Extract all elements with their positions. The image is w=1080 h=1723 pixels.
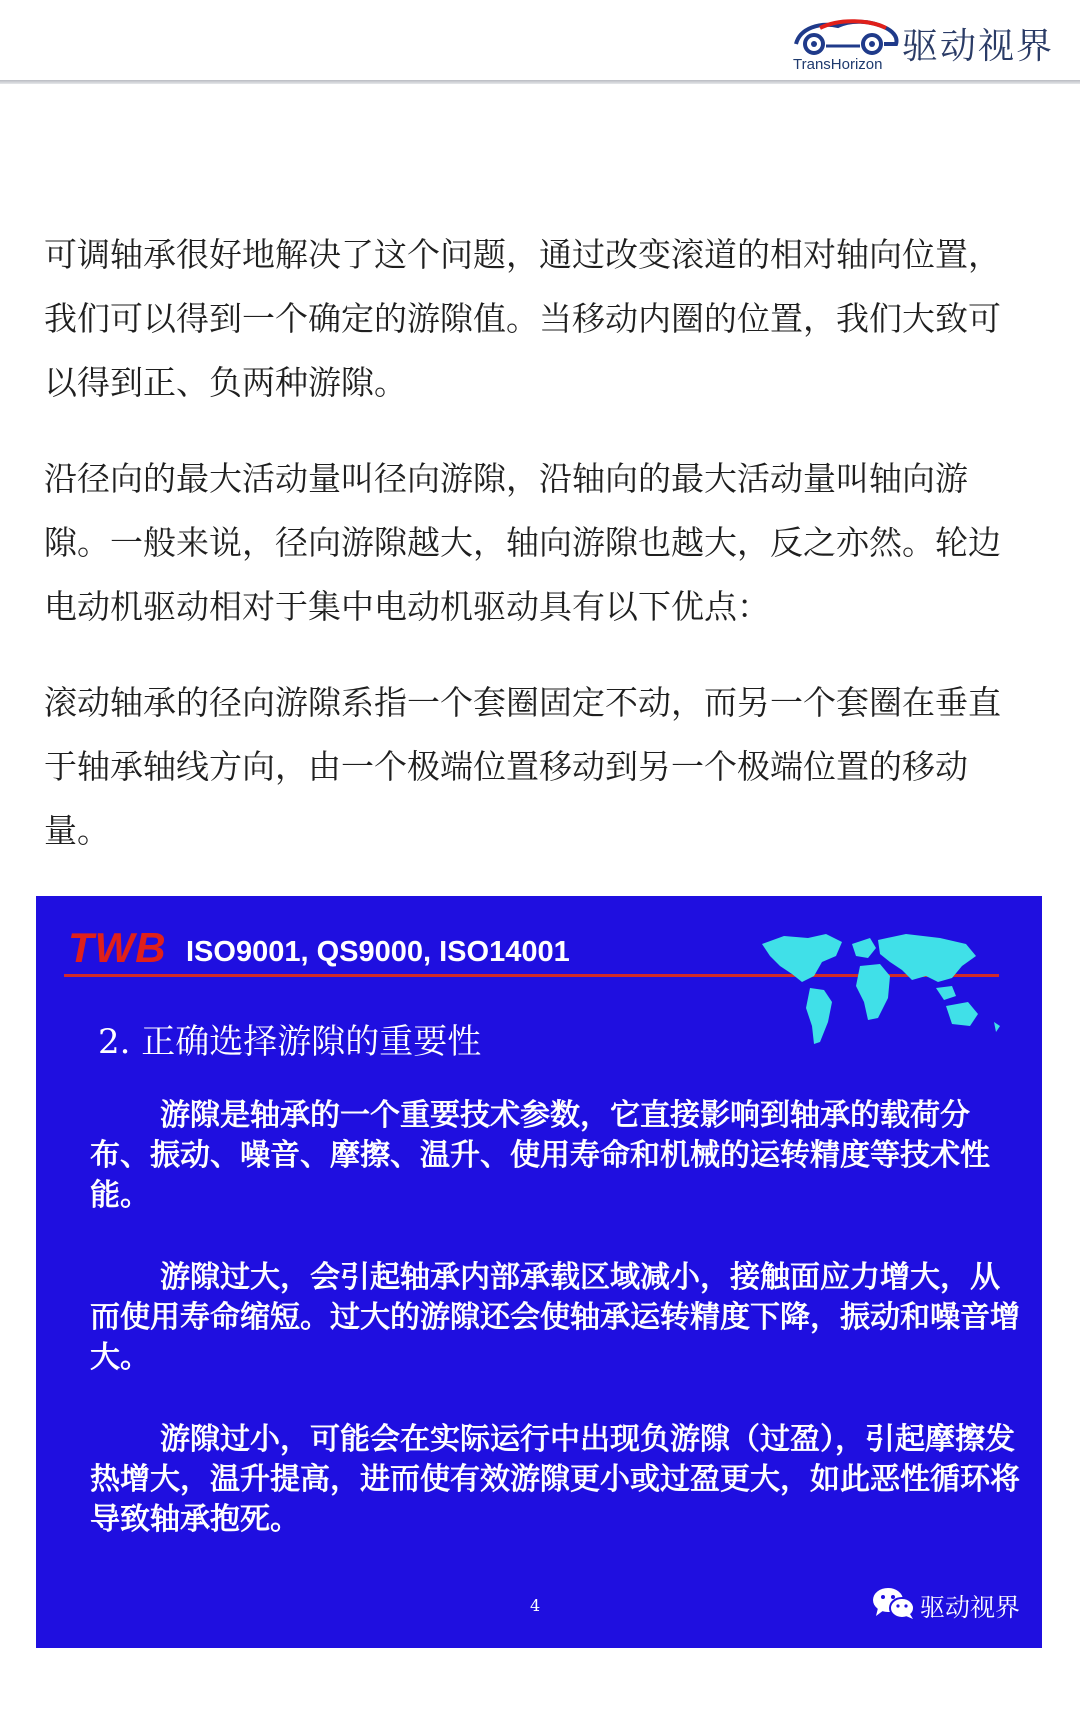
slide-paragraph-2: 游隙过大，会引起轴承内部承载区域减小，接触面应力增大，从而使用寿命缩短。过大的游隙还会使轴承运转精度下降，振动和噪音增大。 <box>90 1260 1020 1375</box>
presentation-slide-image <box>36 896 1042 1648</box>
article-paragraph-1: 可调轴承很好地解决了这个问题，通过改变滚道的相对轴向位置，我们可以得到一个确定的游隙值。当移动内圈的位置，我们大致可以得到正、负两种游隙。 <box>44 235 1001 402</box>
car-swirl-logo-icon <box>790 14 902 58</box>
header <box>0 0 1080 84</box>
brand-name-en: TransHorizon <box>793 56 883 73</box>
slide-page-number: 4 <box>530 1596 541 1615</box>
slide-title: 2. 正确选择游隙的重要性 <box>98 1022 482 1062</box>
header-divider <box>0 80 1080 84</box>
twb-logo: TWB <box>68 924 167 971</box>
watermark-label: 驱动视界 <box>920 1593 1021 1622</box>
article-paragraph-3: 滚动轴承的径向游隙系指一个套圈固定不动，而另一个套圈在垂直于轴承轴线方向，由一个极端位置移动到另一个极端位置的移动量。 <box>44 683 1001 850</box>
world-map-icon <box>756 926 1016 1056</box>
article-paragraph-2: 沿径向的最大活动量叫径向游隙，沿轴向的最大活动量叫轴向游隙。一般来说，径向游隙越大，轴向游隙也越大，反之亦然。轮边电动机驱动相对于集中电动机驱动具有以下优点： <box>44 459 1001 626</box>
certifications-text: ISO9001, QS9000, ISO14001 <box>186 936 570 968</box>
brand-name-cn: 驱动视界 <box>902 26 1055 67</box>
brand-logo[interactable] <box>790 10 1055 74</box>
slide-paragraph-1: 游隙是轴承的一个重要技术参数，它直接影响到轴承的载荷分布、振动、噪音、摩擦、温升、使用寿命和机械的运转精度等技术性能。 <box>90 1098 990 1213</box>
slide-paragraph-3: 游隙过小，可能会在实际运行中出现负游隙（过盈），引起摩擦发热增大，温升提高，进而使有效游隙更小或过盈更大，如此恶性循环将导致轴承抱死。 <box>90 1422 1020 1537</box>
wechat-icon <box>872 1586 916 1620</box>
